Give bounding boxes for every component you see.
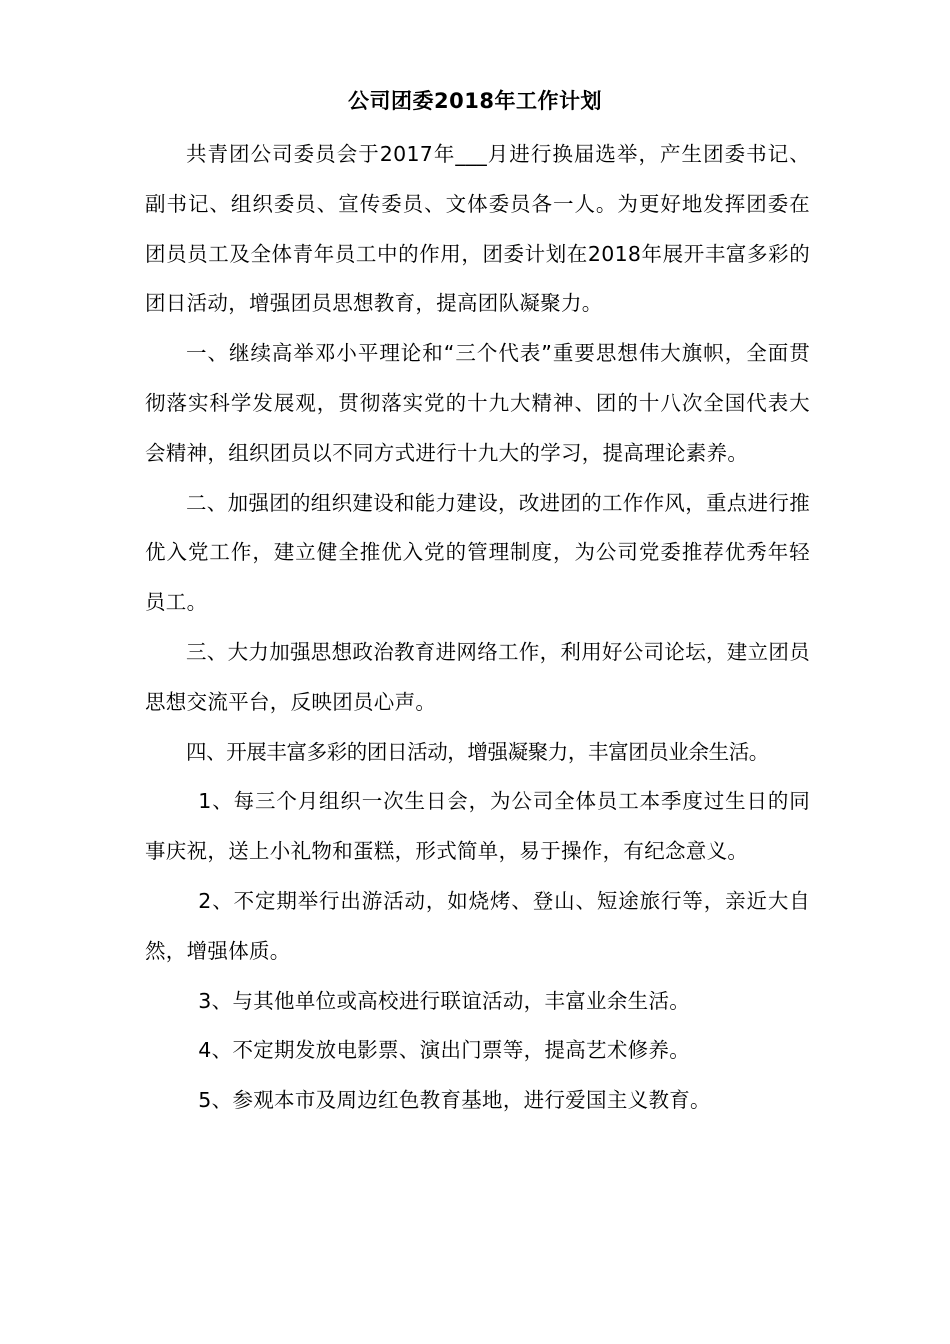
section-two-paragraph: 二、加强团的组织建设和能力建设，改进团的工作作风，重点进行推优入党工作，建立健全推优入党的管理制度，为公司党委推荐优秀年轻员工。 [145, 490, 810, 615]
document-title: 公司团委2018年工作计划 [348, 89, 602, 113]
section-four-paragraph: 四、开展丰富多彩的团日活动，增强凝聚力，丰富团员业余生活。 [186, 739, 769, 764]
section-one-paragraph: 一、继续高举邓小平理论和“三个代表”重要思想伟大旗帜，全面贯彻落实科学发展观，贯彻落实党的十九大精神、团的十八次全国代表大会精神，组织团员以不同方式进行十九大的学习，提高理论素养。 [145, 341, 810, 465]
document-body [145, 130, 810, 1126]
intro-paragraph: 共青团公司委员会于2017年___月进行换届选举，产生团委书记、副书记、组织委员、宣传委员、文体委员各一人。为更好地发挥团委在团员员工及全体青年员工中的作用，团委计划在2018年展开丰富多彩的团日活动，增强团员思想教育，提高团队凝聚力。 [145, 142, 810, 316]
list-item: 5、参观本市及周边红色教育基地，进行爱国主义教育。 [198, 1088, 711, 1113]
list-item: 1、每三个月组织一次生日会，为公司全体员工本季度过生日的同事庆祝，送上小礼物和蛋糕，形式简单，易于操作，有纪念意义。 [145, 789, 810, 864]
list-item: 4、不定期发放电影票、演出门票等，提高艺术修养。 [198, 1038, 691, 1063]
list-item: 2、不定期举行出游活动，如烧烤、登山、短途旅行等，亲近大自然，增强体质。 [145, 888, 810, 963]
section-three-paragraph: 三、大力加强思想政治教育进网络工作，利用好公司论坛，建立团员思想交流平台，反映团员心声。 [145, 639, 810, 714]
list-item: 3、与其他单位或高校进行联谊活动，丰富业余生活。 [198, 988, 691, 1013]
